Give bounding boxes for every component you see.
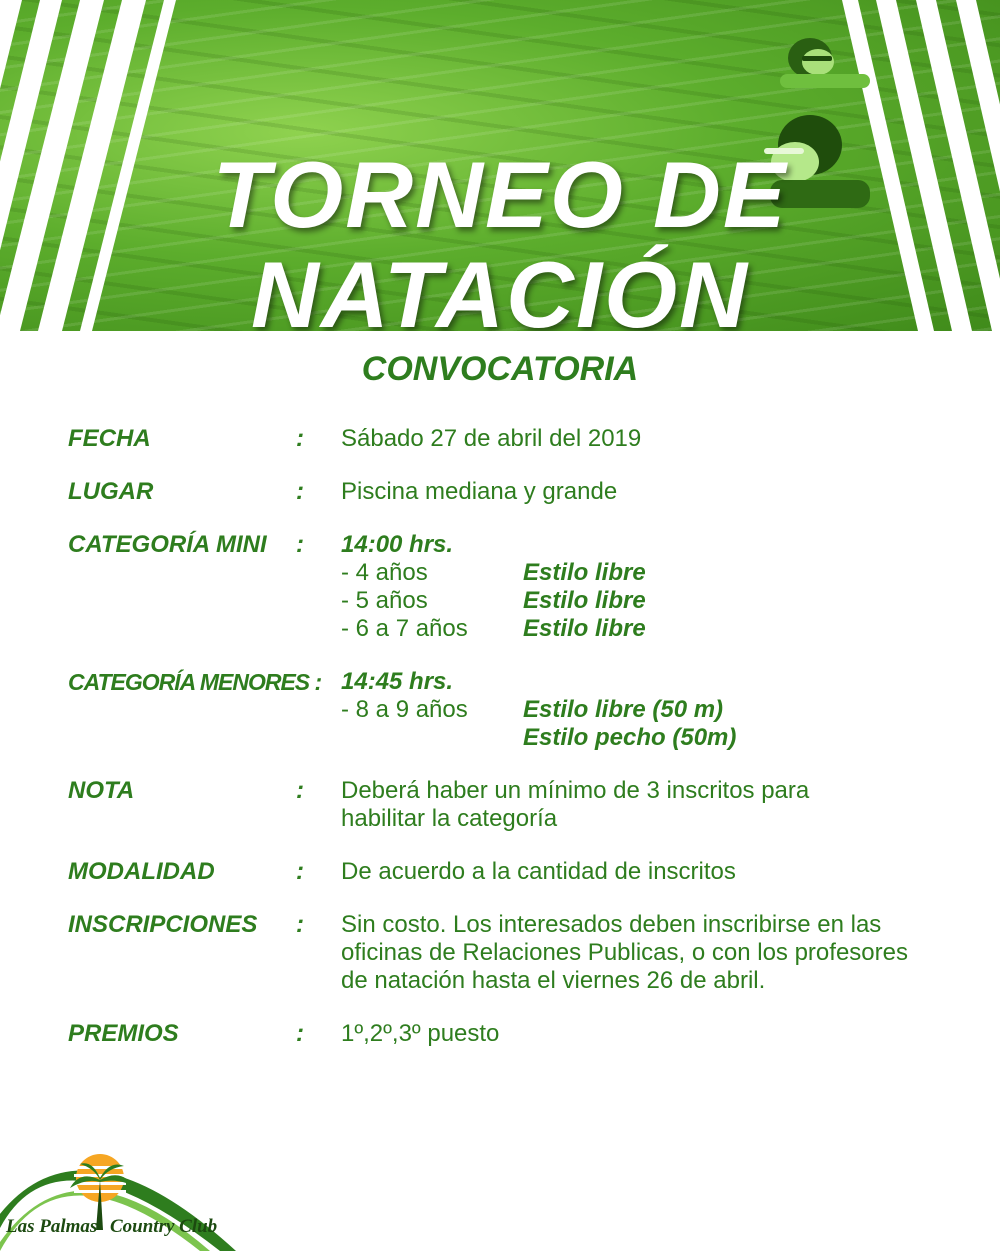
- row-categoria-menores: [68, 668, 968, 752]
- age-label: - 6 a 7 años: [341, 615, 468, 642]
- row-categoria-mini: [68, 531, 968, 643]
- list-item: [341, 615, 968, 643]
- label-nota: NOTA: [68, 777, 135, 804]
- time-menores: 14:45 hrs.: [341, 668, 454, 695]
- age-label: [341, 724, 523, 752]
- row-modalidad: [68, 858, 968, 886]
- label-premios: PREMIOS: [68, 1020, 179, 1047]
- label-modalidad: MODALIDAD: [68, 858, 215, 885]
- row-lugar: [68, 478, 968, 506]
- row-premios: [68, 1020, 968, 1048]
- label-categoria-menores: CATEGORÍA MENORES :: [68, 669, 322, 695]
- swimmer-boy-icon: [760, 30, 880, 90]
- age-label: - 5 años: [341, 587, 428, 614]
- value-fecha: Sábado 27 de abril del 2019: [341, 425, 642, 452]
- title-line-1: TORNEO DE: [212, 142, 788, 247]
- separator: :: [296, 858, 304, 885]
- label-inscripciones: INSCRIPCIONES: [68, 911, 258, 938]
- label-categoria-mini: CATEGORÍA MINI: [68, 531, 267, 558]
- logo-text: Las Palmas: [6, 1216, 98, 1237]
- time-mini: 14:00 hrs.: [341, 531, 454, 558]
- value-lugar: Piscina mediana y grande: [341, 478, 618, 505]
- value-modalidad: De acuerdo a la cantidad de inscritos: [341, 858, 736, 885]
- list-item: [341, 696, 968, 724]
- separator: :: [296, 777, 304, 804]
- las-palmas-logo: [0, 1120, 260, 1251]
- row-nota: [68, 777, 968, 833]
- value-inscripciones-line3: de natación hasta el viernes 26 de abril.: [341, 967, 766, 994]
- value-nota-line1: Deberá haber un mínimo de 3 inscritos para: [341, 777, 810, 804]
- age-label: - 8 a 9 años: [341, 696, 468, 723]
- style-label: Estilo libre (50 m): [523, 696, 724, 723]
- style-label: Estilo libre: [523, 615, 646, 642]
- separator: :: [296, 911, 304, 938]
- value-inscripciones-line1: Sin costo. Los interesados deben inscribirse en las: [341, 911, 882, 938]
- list-item: [341, 587, 968, 615]
- style-label: Estilo libre: [523, 559, 646, 586]
- row-fecha: [68, 425, 968, 453]
- value-nota-line2: habilitar la categoría: [341, 805, 558, 832]
- list-item: [341, 724, 968, 752]
- separator: :: [296, 1020, 304, 1047]
- details-list: [68, 425, 968, 1073]
- separator: :: [296, 425, 304, 452]
- style-label: Estilo pecho (50m): [523, 724, 737, 751]
- logo-text-2: Country Club: [110, 1216, 218, 1237]
- value-premios: 1º,2º,3º puesto: [341, 1020, 500, 1047]
- style-label: Estilo libre: [523, 587, 646, 614]
- separator: :: [296, 531, 304, 558]
- label-fecha: FECHA: [68, 425, 151, 452]
- age-label: - 4 años: [341, 559, 428, 586]
- value-inscripciones-line2: oficinas de Relaciones Publicas, o con los profesores: [341, 939, 908, 966]
- separator: :: [296, 478, 304, 505]
- header-banner: [0, 0, 1000, 331]
- subtitle: CONVOCATORIA: [361, 350, 639, 388]
- label-lugar: LUGAR: [68, 478, 154, 505]
- row-inscripciones: [68, 911, 968, 995]
- title-line-2: NATACIÓN: [250, 242, 750, 331]
- list-item: [341, 559, 968, 587]
